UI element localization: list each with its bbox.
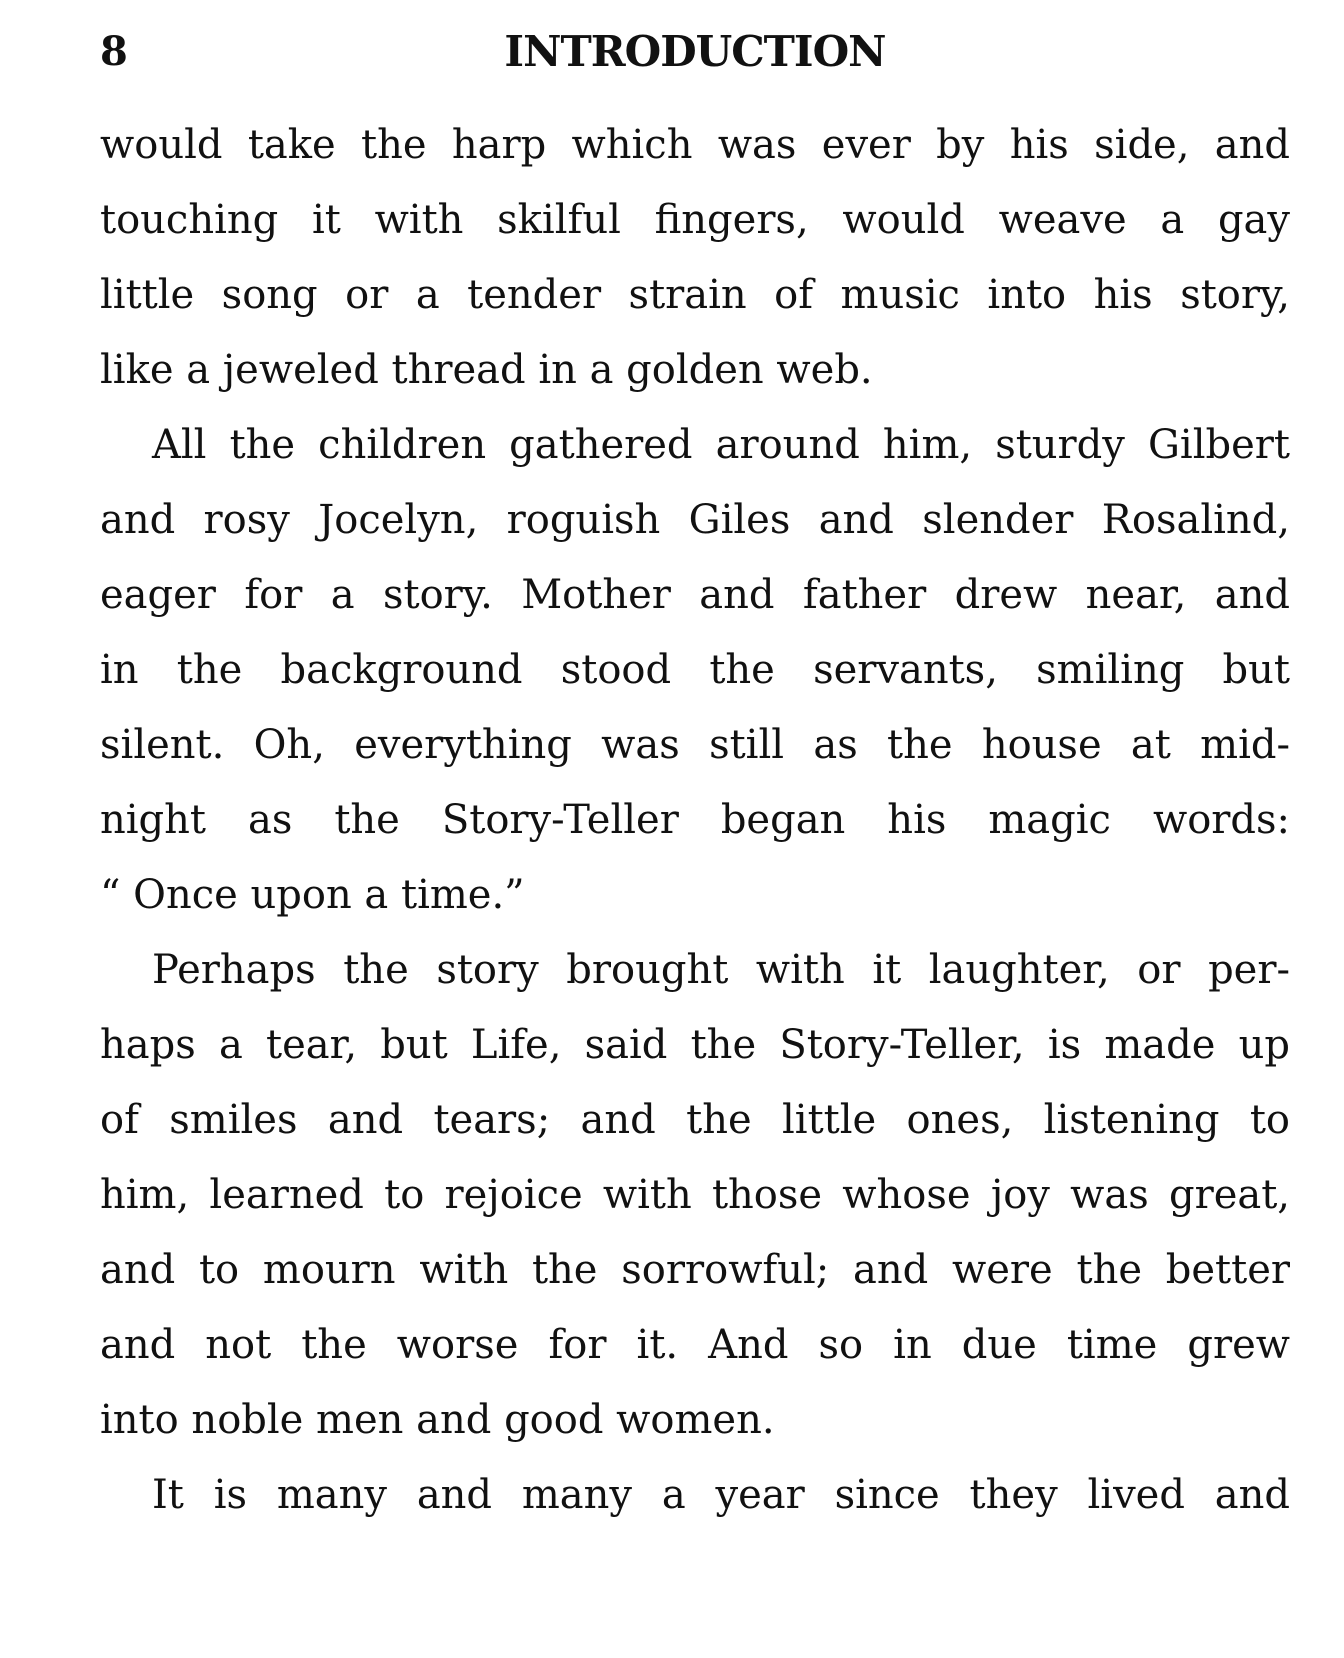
text-line: him, learned to rejoice with those whose joy was great, [100, 1172, 1290, 1218]
text-line: into noble men and good women. [100, 1397, 775, 1443]
text-line: Perhaps the story brought with it laughter, or per- [152, 947, 1290, 993]
text-line: night as the Story-Teller began his magic words: [100, 797, 1290, 843]
text-line: little song or a tender strain of music into his story, [100, 272, 1290, 318]
body-text [100, 108, 1290, 1533]
text-line: like a jeweled thread in a golden web. [100, 347, 873, 393]
page-number: 8 [100, 28, 128, 75]
text-line: and to mourn with the sorrowful; and were the better [100, 1247, 1290, 1293]
text-line: “ Once upon a time.” [100, 872, 525, 918]
text-line: It is many and many a year since they lived and [152, 1472, 1290, 1518]
text-line: touching it with skilful fingers, would weave a gay [100, 197, 1290, 243]
running-head [100, 22, 1290, 82]
text-line: silent. Oh, everything was still as the house at mid- [100, 722, 1290, 768]
text-line: and not the worse for it. And so in due time grew [100, 1322, 1290, 1368]
text-line: All the children gathered around him, sturdy Gilbert [152, 422, 1290, 468]
text-line: and rosy Jocelyn, roguish Giles and slender Rosalind, [100, 497, 1290, 543]
text-line: eager for a story. Mother and father drew near, and [100, 572, 1290, 618]
text-line: of smiles and tears; and the little ones, listening to [100, 1097, 1290, 1143]
text-line: would take the harp which was ever by his side, and [100, 122, 1290, 168]
text-line: in the background stood the servants, smiling but [100, 647, 1290, 693]
text-line: haps a tear, but Life, said the Story-Teller, is made up [100, 1022, 1290, 1068]
running-title: INTRODUCTION [504, 27, 886, 76]
